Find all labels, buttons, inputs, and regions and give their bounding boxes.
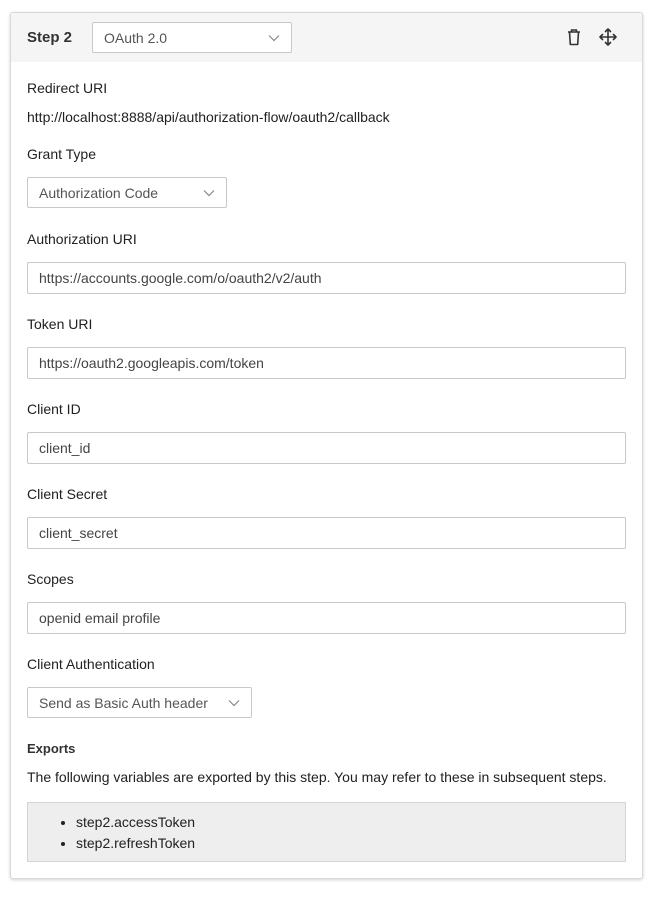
client-authentication-value: Send as Basic Auth header: [39, 694, 208, 711]
grant-type-select[interactable]: [27, 177, 227, 208]
step-card: [10, 12, 643, 879]
authorization-uri-label: Authorization URI: [27, 231, 137, 247]
move-icon[interactable]: [598, 27, 618, 47]
trash-icon[interactable]: [564, 27, 584, 47]
redirect-uri-label: Redirect URI: [27, 80, 108, 96]
exports-description: The following variables are exported by this step. You may refer to these in subsequent steps.: [27, 769, 607, 785]
export-item: • step2.refreshToken: [76, 833, 625, 854]
client-id-label: Client ID: [27, 401, 81, 417]
auth-type-value: OAuth 2.0: [104, 29, 168, 46]
authorization-uri-input[interactable]: https://accounts.google.com/o/oauth2/v2/auth: [27, 262, 626, 294]
grant-type-value: Authorization Code: [39, 184, 159, 201]
step-header: [11, 13, 642, 62]
export-item: • step2.accessToken: [76, 812, 625, 833]
scopes-label: Scopes: [27, 571, 74, 587]
token-uri-label: Token URI: [27, 316, 93, 332]
client-authentication-select[interactable]: [27, 687, 252, 718]
chevron-down-icon: [228, 699, 240, 707]
step-title: Step 2: [27, 29, 73, 46]
token-uri-input[interactable]: https://oauth2.googleapis.com/token: [27, 347, 626, 379]
grant-type-label: Grant Type: [27, 146, 97, 162]
exports-list-box: [27, 802, 626, 862]
exports-title: Exports: [27, 741, 76, 756]
client-authentication-label: Client Authentication: [27, 656, 155, 672]
chevron-down-icon: [268, 34, 280, 42]
exports-list: [76, 812, 625, 854]
client-secret-input[interactable]: client_secret: [27, 517, 626, 549]
auth-type-select[interactable]: [92, 22, 292, 53]
chevron-down-icon: [203, 189, 215, 197]
client-id-input[interactable]: client_id: [27, 432, 626, 464]
scopes-input[interactable]: openid email profile: [27, 602, 626, 634]
client-secret-label: Client Secret: [27, 486, 108, 502]
redirect-uri-value: http://localhost:8888/api/authorization-flow/oauth2/callback: [27, 109, 390, 125]
